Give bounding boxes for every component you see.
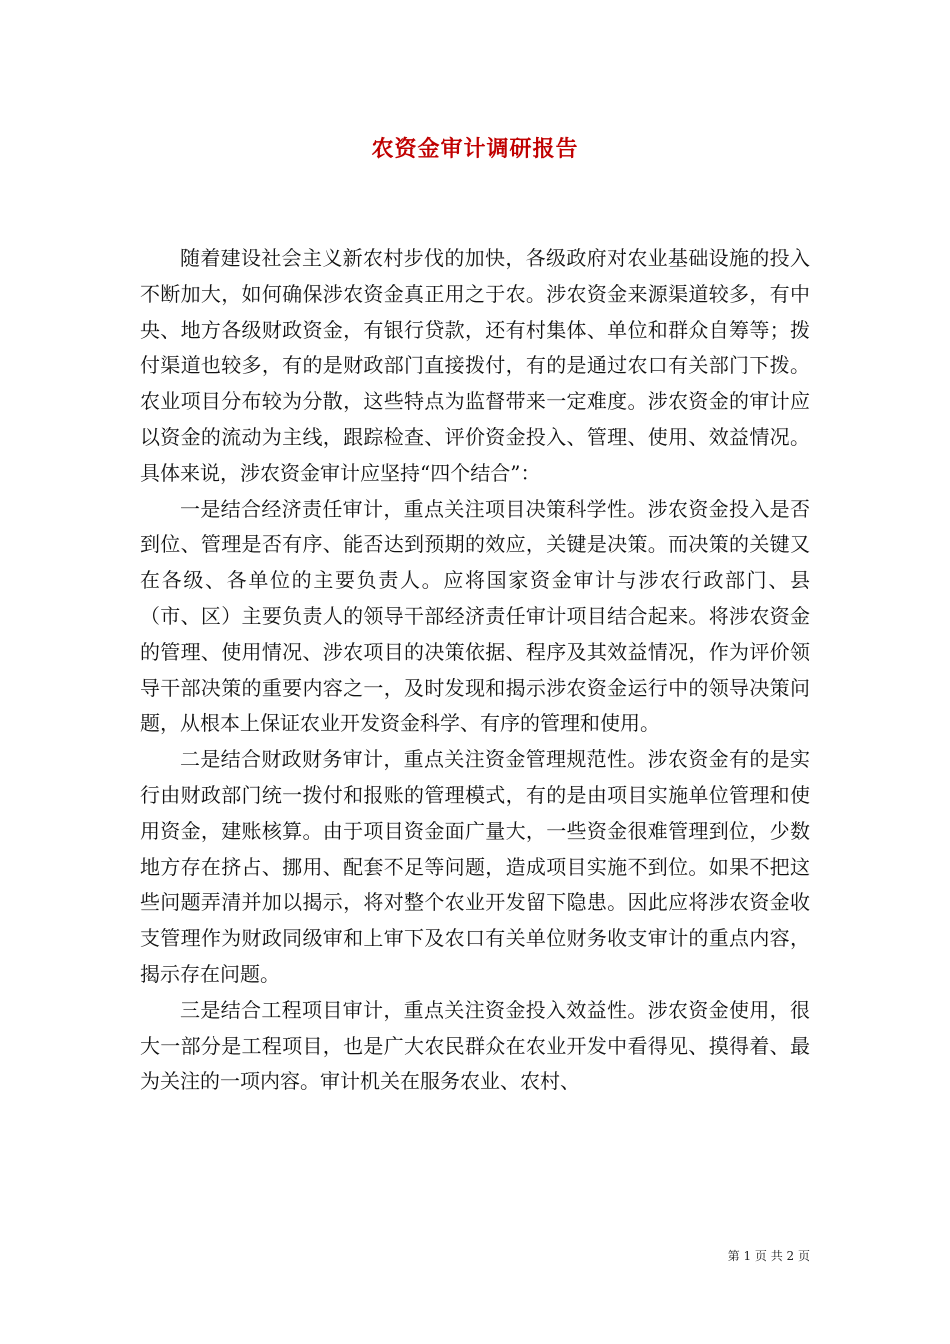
paragraph-economic-responsibility: 一是结合经济责任审计，重点关注项目决策科学性。涉农资金投入是否到位、管理是否有序、能否达到预期的效应，关键是决策。而决策的关键又在各级、各单位的主要负责人。应将国家资金审计与涉农行政部门、县（市、区）主要负责人的领导干部经济责任审计项目结合起来。将涉农资金的管理、使用情况、涉农项目的决策依据、程序及其效益情况，作为评价领导干部决策的重要内容之一，及时发现和揭示涉农资金运行中的领导决策问题，从根本上保证农业开发资金科学、有序的管理和使用。 [140,496,810,736]
paragraph-engineering-audit: 三是结合工程项目审计，重点关注资金投入效益性。涉农资金使用，很大一部分是工程项目，也是广大农民群众在农业开发中看得见、摸得着、最为关注的一项内容。审计机关在服务农业、农村、 [140,997,810,1094]
page-number-footer: 第 1 页 共 2 页 [727,1249,810,1263]
document-body [140,241,810,1100]
document-title: 农资金审计调研报告 [371,136,579,162]
paragraph-financial-audit: 二是结合财政财务审计，重点关注资金管理规范性。涉农资金有的是实行由财政部门统一拨付和报账的管理模式，有的是由项目实施单位管理和使用资金，建账核算。由于项目资金面广量大，一些资金很难管理到位，少数地方存在挤占、挪用、配套不足等问题，造成项目实施不到位。如果不把这些问题弄清并加以揭示，将对整个农业开发留下隐患。因此应将涉农资金收支管理作为财政同级审和上审下及农口有关单位财务收支审计的重点内容，揭示存在问题。 [140,747,810,986]
paragraph-intro: 随着建设社会主义新农村步伐的加快，各级政府对农业基础设施的投入不断加大，如何确保涉农资金真正用之于农。涉农资金来源渠道较多，有中央、地方各级财政资金，有银行贷款，还有村集体、单位和群众自筹等；拨付渠道也较多，有的是财政部门直接拨付，有的是通过农口有关部门下拨。农业项目分布较为分散，这些特点为监督带来一定难度。涉农资金的审计应以资金的流动为主线，跟踪检查、评价资金投入、管理、使用、效益情况。具体来说，涉农资金审计应坚持“四个结合”： [140,246,810,485]
